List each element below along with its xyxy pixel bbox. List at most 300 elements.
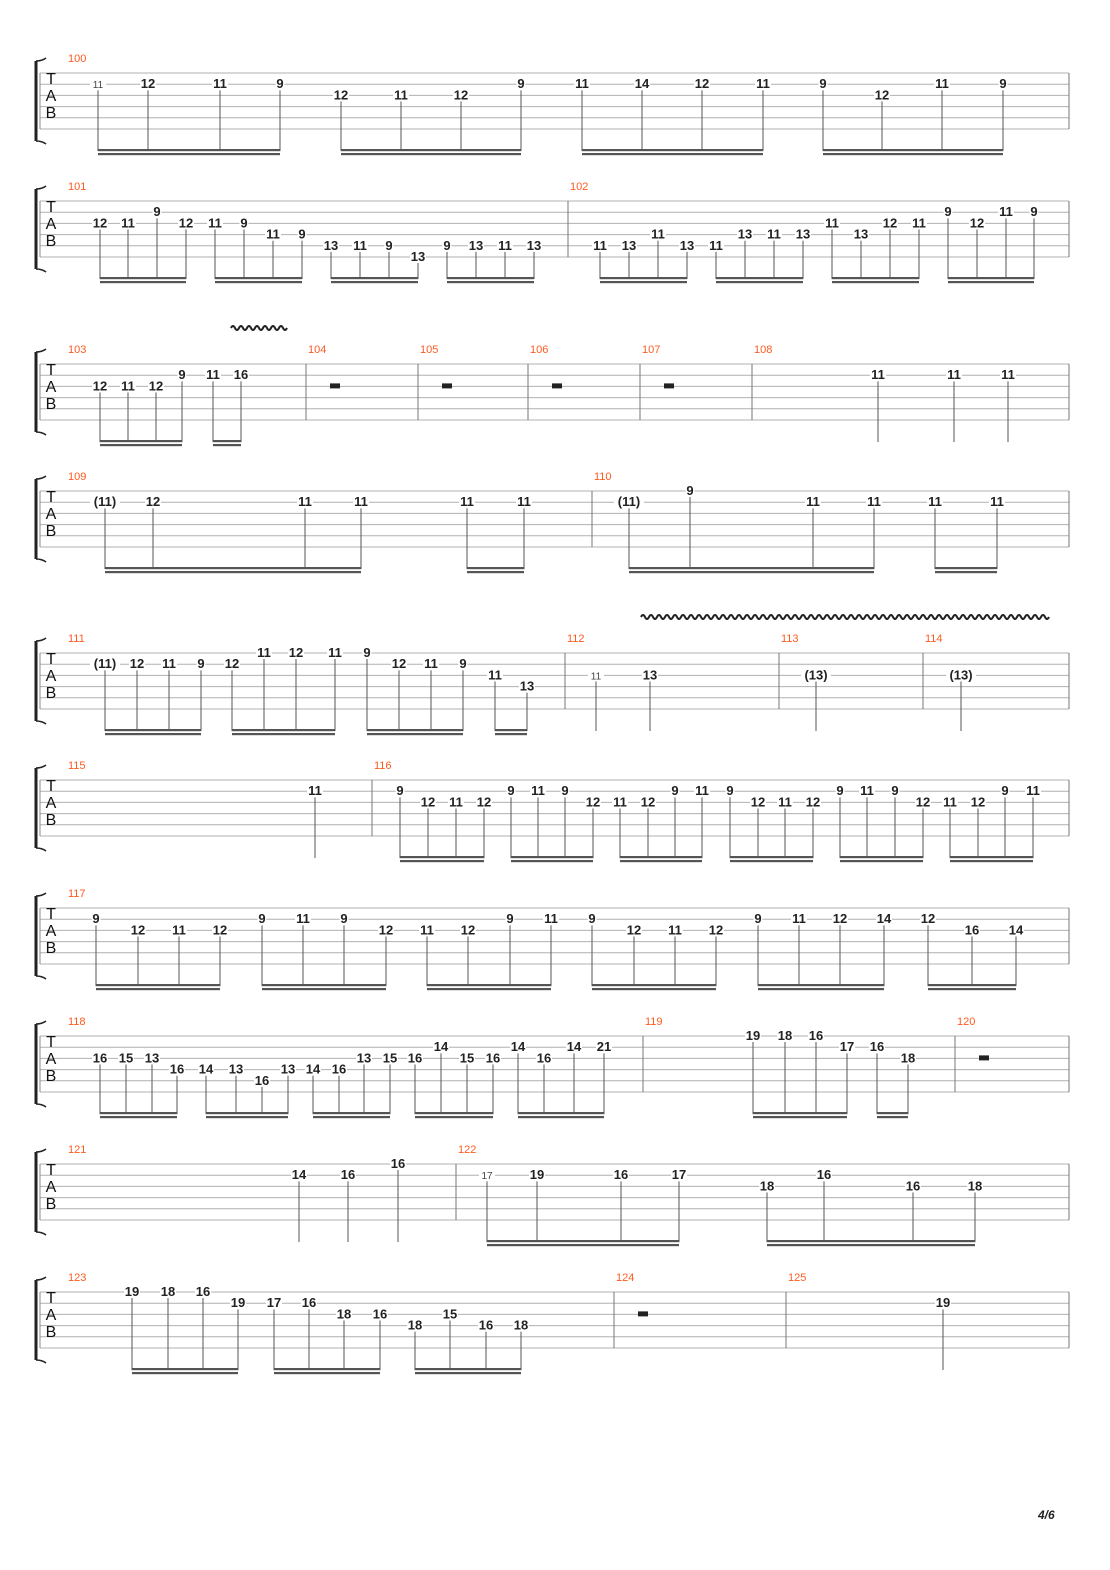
beam — [877, 1116, 908, 1118]
fret-number: 19 — [230, 1295, 246, 1311]
fret-number: 12 — [970, 794, 986, 810]
fret-number: (11) — [93, 656, 117, 672]
vibrato-mark — [231, 326, 287, 330]
bar-number: 106 — [530, 344, 549, 356]
tab-clef-letter: B — [45, 812, 57, 829]
fret-number: 11 — [488, 667, 502, 683]
fret-number: 9 — [891, 783, 899, 799]
beam — [105, 729, 201, 731]
beam — [274, 1372, 380, 1374]
fret-number: 17 — [266, 1295, 282, 1311]
fret-number: 12 — [832, 911, 848, 927]
fret-number: 16 — [613, 1167, 629, 1183]
tab-system — [36, 344, 1069, 446]
beam — [313, 1112, 390, 1114]
beam — [495, 733, 527, 735]
beam — [341, 149, 521, 151]
beam — [620, 860, 702, 862]
tab-clef-letter: B — [45, 940, 57, 957]
fret-number: 13 — [410, 249, 426, 264]
tab-system — [36, 1272, 1069, 1374]
fret-number: 13 — [356, 1050, 372, 1066]
beam — [341, 153, 521, 155]
beam — [427, 984, 551, 986]
beam — [629, 571, 874, 573]
fret-number: 19 — [745, 1028, 761, 1043]
beam — [935, 567, 997, 569]
tab-clef-letter: T — [46, 1162, 56, 1179]
beam — [730, 856, 813, 858]
fret-number: 12 — [476, 794, 492, 810]
rest — [442, 383, 452, 388]
beam — [823, 153, 1003, 155]
fret-number: 14 — [634, 76, 650, 92]
fret-number: 9 — [588, 911, 596, 927]
beam — [132, 1372, 238, 1374]
tab-clef-letter: T — [46, 489, 56, 506]
bar-number: 113 — [781, 633, 799, 645]
fret-number: 12 — [640, 794, 656, 810]
page-number: 4/6 — [1038, 1508, 1055, 1522]
fret-number: 11 — [257, 645, 271, 660]
fret-number: 9 — [443, 237, 451, 253]
tab-system — [36, 181, 1069, 283]
fret-number: 17 — [671, 1167, 687, 1183]
fret-number: 13 — [468, 237, 484, 253]
fret-number: 11 — [308, 783, 322, 799]
fret-number: 9 — [686, 483, 694, 498]
tab-clef-letter: A — [45, 1179, 57, 1196]
fret-number: 9 — [819, 76, 827, 92]
fret-number: 11 — [424, 656, 438, 672]
bar-number: 110 — [594, 471, 612, 483]
beam — [262, 984, 386, 986]
fret-number: 15 — [118, 1050, 134, 1066]
tab-clef-letter: B — [45, 396, 57, 413]
beam — [840, 856, 923, 858]
bar-number: 124 — [616, 1272, 635, 1284]
beam — [427, 988, 551, 990]
beam — [215, 281, 302, 283]
beam — [600, 281, 687, 283]
beam — [518, 1112, 604, 1114]
fret-number: 11 — [208, 215, 222, 231]
fret-number: 9 — [340, 911, 348, 927]
fret-number: 9 — [726, 783, 734, 799]
beam — [96, 988, 220, 990]
beam — [415, 1372, 521, 1374]
fret-number: 9 — [506, 911, 514, 927]
beam — [582, 153, 763, 155]
fret-number: 13 — [526, 237, 542, 253]
tab-clef-letter: T — [46, 1290, 56, 1307]
fret-number: 16 — [478, 1317, 494, 1333]
fret-number: 12 — [915, 794, 931, 810]
fret-number: 14 — [1008, 922, 1024, 938]
fret-number: 12 — [708, 922, 724, 938]
beam — [215, 277, 302, 279]
fret-number: 12 — [212, 922, 228, 938]
beam — [105, 733, 201, 735]
tab-system — [36, 760, 1069, 862]
fret-number: 9 — [385, 237, 393, 253]
fret-number: 16 — [869, 1039, 885, 1055]
fret-number: 16 — [340, 1167, 356, 1183]
beam — [100, 440, 182, 442]
fret-number: 9 — [396, 783, 404, 799]
beam — [753, 1112, 847, 1114]
beam — [105, 571, 361, 573]
bar-number: 112 — [567, 633, 585, 645]
fret-number: 11 — [709, 237, 723, 253]
fret-number: 11 — [593, 237, 607, 253]
beam — [98, 153, 280, 155]
grace-fret-number: 17 — [481, 1171, 493, 1183]
fret-number: 16 — [254, 1072, 270, 1088]
fret-number: 9 — [754, 911, 762, 927]
bar-number: 122 — [458, 1144, 477, 1156]
beam — [487, 1244, 679, 1246]
fret-number: 19 — [529, 1167, 545, 1183]
beam — [313, 1116, 390, 1118]
fret-number: (13) — [804, 667, 828, 683]
beam — [823, 149, 1003, 151]
beam — [950, 860, 1033, 862]
tab-system — [36, 633, 1069, 735]
fret-number: 11 — [867, 494, 881, 510]
fret-number: 11 — [544, 911, 558, 927]
tab-system — [36, 1144, 1069, 1246]
beam — [487, 1240, 679, 1242]
fret-number: 9 — [197, 656, 205, 672]
bar-number: 115 — [68, 760, 86, 772]
fret-number: 14 — [876, 911, 892, 927]
beam — [447, 277, 534, 279]
fret-number: 11 — [990, 494, 1004, 510]
tab-system — [36, 888, 1069, 990]
fret-number: 14 — [305, 1061, 321, 1077]
tab-clef-letter: A — [45, 379, 57, 396]
beam — [400, 856, 484, 858]
fret-number: 12 — [391, 656, 407, 672]
fret-number: 16 — [905, 1178, 921, 1194]
fret-number: 11 — [121, 215, 135, 231]
fret-number: 12 — [585, 794, 601, 810]
fret-number: 15 — [382, 1050, 398, 1066]
fret-number: 11 — [266, 226, 280, 242]
beam — [467, 571, 524, 573]
grace-fret-number: 11 — [92, 80, 104, 92]
beam — [767, 1244, 975, 1246]
beam — [96, 984, 220, 986]
tab-clef-letter: B — [45, 1068, 57, 1085]
beam — [367, 729, 463, 731]
beam — [400, 860, 484, 862]
fret-number: 14 — [291, 1167, 307, 1183]
rest — [638, 1311, 648, 1316]
bar-number: 125 — [788, 1272, 807, 1284]
beam — [100, 281, 186, 283]
grace-fret-number: 11 — [590, 671, 602, 683]
fret-number: 14 — [433, 1039, 449, 1055]
fret-number: 16 — [816, 1167, 832, 1183]
beam — [518, 1116, 604, 1118]
beam — [132, 1368, 238, 1370]
fret-number: 9 — [298, 226, 306, 242]
fret-number: 16 — [808, 1028, 824, 1043]
tab-clef-letter: A — [45, 506, 57, 523]
fret-number: 12 — [460, 922, 476, 938]
fret-number: 12 — [920, 911, 936, 927]
vibrato-mark — [641, 615, 1049, 619]
fret-number: 13 — [144, 1050, 160, 1066]
beam — [629, 567, 874, 569]
beam — [758, 984, 884, 986]
bar-number: 116 — [374, 760, 392, 772]
fret-number: 12 — [145, 494, 161, 510]
fret-number: 9 — [178, 367, 186, 383]
fret-number: 13 — [795, 226, 811, 242]
bar-number: 101 — [68, 181, 87, 193]
bar-number: 120 — [957, 1016, 976, 1028]
beam — [511, 860, 593, 862]
bar-number: 119 — [645, 1016, 663, 1028]
fret-number: 11 — [792, 911, 806, 927]
fret-number: (13) — [949, 667, 973, 683]
beam — [331, 277, 418, 279]
beam — [948, 281, 1034, 283]
fret-number: 11 — [394, 87, 408, 103]
tab-clef-letter: A — [45, 88, 57, 105]
fret-number: 11 — [420, 922, 434, 938]
fret-number: 18 — [407, 1317, 423, 1333]
fret-number: 14 — [198, 1061, 214, 1077]
fret-number: 11 — [354, 494, 368, 510]
beam — [274, 1368, 380, 1370]
tab-clef-letter: T — [46, 71, 56, 88]
fret-number: 11 — [296, 911, 310, 927]
fret-number: 12 — [129, 656, 145, 672]
beam — [950, 856, 1033, 858]
fret-number: 12 — [378, 922, 394, 938]
fret-number: 14 — [510, 1039, 526, 1055]
fret-number: 11 — [1001, 367, 1015, 383]
fret-number: 11 — [498, 237, 512, 253]
bar-number: 114 — [925, 633, 943, 645]
beam — [928, 988, 1016, 990]
fret-number: 9 — [363, 645, 371, 660]
fret-number: 12 — [130, 922, 146, 938]
fret-number: 21 — [596, 1039, 612, 1055]
beam — [716, 277, 803, 279]
fret-number: 17 — [839, 1039, 855, 1055]
beam — [495, 729, 527, 731]
tab-clef-letter: A — [45, 795, 57, 812]
beam — [592, 988, 716, 990]
fret-number: 11 — [460, 494, 474, 510]
bar-number: 102 — [570, 181, 589, 193]
tab-system — [36, 1016, 1069, 1118]
fret-number: 11 — [353, 237, 367, 253]
tab-clef-letter: B — [45, 1324, 57, 1341]
fret-number: 11 — [213, 76, 227, 92]
fret-number: 9 — [836, 783, 844, 799]
fret-number: 9 — [999, 76, 1007, 92]
fret-number: 13 — [621, 237, 637, 253]
beam — [582, 149, 763, 151]
fret-number: 11 — [517, 494, 531, 510]
fret-number: 12 — [178, 215, 194, 231]
fret-number: 9 — [944, 204, 952, 220]
fret-number: 12 — [453, 87, 469, 103]
fret-number: 11 — [999, 204, 1013, 220]
fret-number: 11 — [806, 494, 820, 510]
beam — [767, 1240, 975, 1242]
fret-number: 16 — [331, 1061, 347, 1077]
beam — [100, 277, 186, 279]
fret-number: 15 — [442, 1306, 458, 1322]
fret-number: 11 — [449, 794, 463, 810]
fret-number: 18 — [759, 1178, 775, 1194]
bar-number: 100 — [68, 53, 87, 65]
fret-number: 18 — [336, 1306, 352, 1322]
fret-number: 13 — [323, 237, 339, 253]
fret-number: (11) — [93, 494, 117, 510]
beam — [832, 281, 919, 283]
fret-number: 12 — [92, 378, 108, 394]
fret-number: 9 — [671, 783, 679, 799]
fret-number: 12 — [750, 794, 766, 810]
fret-number: 15 — [459, 1050, 475, 1066]
fret-number: 13 — [737, 226, 753, 242]
fret-number: 19 — [935, 1295, 951, 1311]
beam — [467, 567, 524, 569]
fret-number: 12 — [140, 76, 156, 92]
beam — [331, 281, 418, 283]
bar-number: 123 — [68, 1272, 87, 1284]
beam — [367, 733, 463, 735]
beam — [100, 1112, 177, 1114]
fret-number: 11 — [328, 645, 342, 660]
fret-number: 9 — [507, 783, 515, 799]
beam — [262, 988, 386, 990]
beam — [730, 860, 813, 862]
beam — [620, 856, 702, 858]
beam — [105, 567, 361, 569]
tab-clef-letter: B — [45, 105, 57, 122]
fret-number: 9 — [92, 911, 100, 927]
beam — [415, 1116, 493, 1118]
beam — [948, 277, 1034, 279]
fret-number: 16 — [390, 1156, 406, 1171]
beam — [877, 1112, 908, 1114]
bar-number: 111 — [68, 633, 85, 645]
tab-system — [36, 471, 1069, 573]
tab-clef-letter: A — [45, 1307, 57, 1324]
fret-number: 12 — [148, 378, 164, 394]
beam — [592, 984, 716, 986]
rest — [552, 383, 562, 388]
fret-number: 11 — [613, 794, 627, 810]
beam — [447, 281, 534, 283]
beam — [415, 1112, 493, 1114]
fret-number: 11 — [767, 226, 781, 242]
tab-system — [36, 53, 1069, 155]
tab-clef-letter: T — [46, 1034, 56, 1051]
fret-number: 12 — [969, 215, 985, 231]
fret-number: 12 — [92, 215, 108, 231]
fret-number: 13 — [679, 237, 695, 253]
fret-number: 11 — [871, 367, 885, 383]
tab-clef-letter: A — [45, 216, 57, 233]
fret-number: 11 — [531, 783, 545, 799]
fret-number: 16 — [92, 1050, 108, 1066]
fret-number: 12 — [694, 76, 710, 92]
beam — [511, 856, 593, 858]
fret-number: 12 — [882, 215, 898, 231]
fret-number: 9 — [517, 76, 525, 92]
fret-number: 11 — [860, 783, 874, 799]
fret-number: 16 — [169, 1061, 185, 1077]
fret-number: 18 — [777, 1028, 793, 1043]
beam — [928, 984, 1016, 986]
fret-number: 16 — [195, 1284, 211, 1299]
fret-number: 19 — [124, 1284, 140, 1299]
fret-number: 12 — [626, 922, 642, 938]
beam — [232, 729, 335, 731]
beam — [716, 281, 803, 283]
fret-number: 13 — [519, 678, 535, 694]
bar-number: 109 — [68, 471, 87, 483]
fret-number: 13 — [642, 667, 658, 683]
fret-number: 9 — [276, 76, 284, 92]
beam — [840, 860, 923, 862]
beam — [213, 440, 241, 442]
bar-number: 104 — [308, 344, 327, 356]
fret-number: 11 — [172, 922, 186, 938]
fret-number: 12 — [333, 87, 349, 103]
tab-clef-letter: T — [46, 906, 56, 923]
fret-number: 9 — [459, 656, 467, 672]
beam — [832, 277, 919, 279]
fret-number: 16 — [233, 367, 249, 383]
rest — [979, 1055, 989, 1060]
fret-number: 16 — [407, 1050, 423, 1066]
fret-number: 11 — [668, 922, 682, 938]
beam — [100, 444, 182, 446]
beam — [206, 1112, 288, 1114]
fret-number: 18 — [900, 1050, 916, 1066]
beam — [758, 988, 884, 990]
fret-number: 11 — [778, 794, 792, 810]
tab-clef-letter: T — [46, 778, 56, 795]
tab-clef-letter: A — [45, 668, 57, 685]
fret-number: 11 — [695, 783, 709, 799]
fret-number: 13 — [280, 1061, 296, 1077]
tab-clef-letter: B — [45, 233, 57, 250]
fret-number: 11 — [935, 76, 949, 92]
fret-number: 18 — [160, 1284, 176, 1299]
fret-number: 11 — [121, 378, 135, 394]
beam — [935, 571, 997, 573]
fret-number: 11 — [912, 215, 926, 231]
fret-number: 13 — [228, 1061, 244, 1077]
rest — [664, 383, 674, 388]
fret-number: 11 — [756, 76, 770, 92]
bar-number: 108 — [754, 344, 773, 356]
fret-number: 9 — [258, 911, 266, 927]
fret-number: 9 — [153, 204, 161, 220]
